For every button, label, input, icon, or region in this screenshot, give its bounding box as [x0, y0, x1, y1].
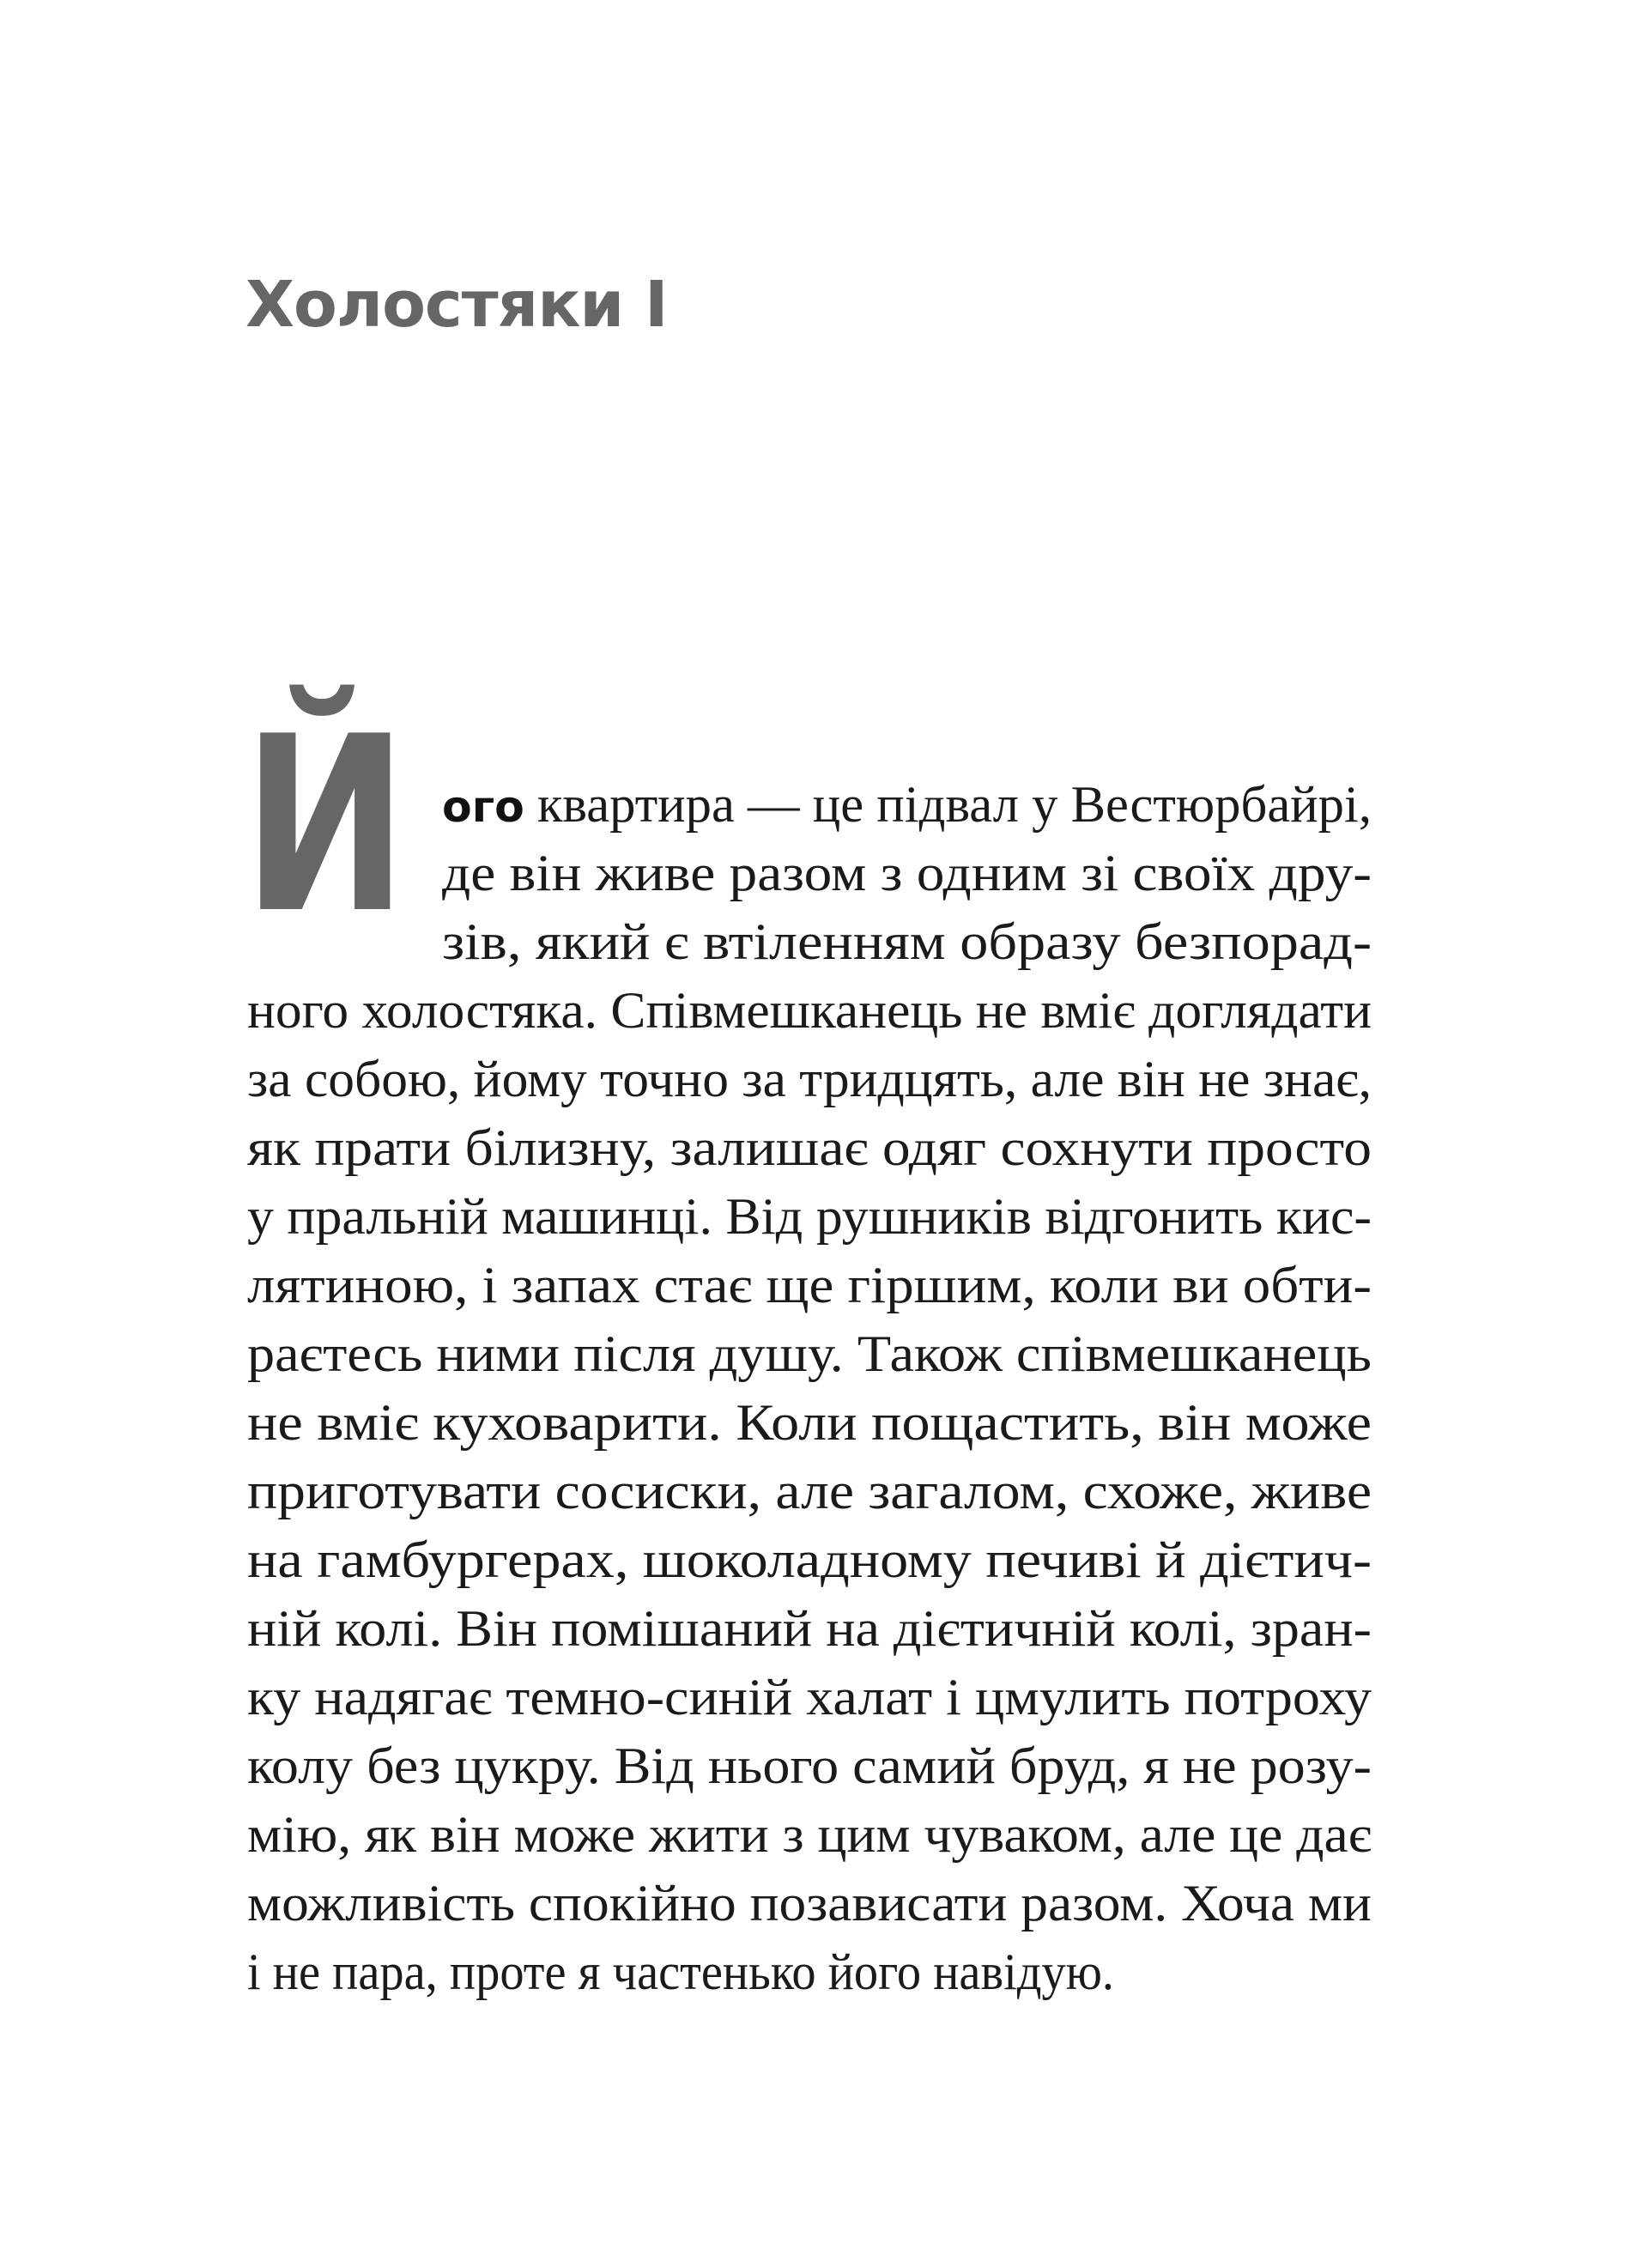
chapter-title: Холостяки I	[245, 268, 668, 342]
text-line-content: колу без цукру. Від нього самий бруд, я не розу-	[247, 1737, 1372, 1794]
text-line-content: ного холостяка. Співмешканець не вміє доглядати	[247, 982, 1372, 1039]
text-line	[247, 1319, 1372, 1388]
text-line	[247, 1388, 1372, 1457]
text-line-content: ку надягає темно-синій халат і цмулить потроху	[247, 1669, 1372, 1725]
text-line-content: приготувати сосиски, але загалом, схоже, живе	[247, 1463, 1372, 1519]
text-line-last	[247, 1938, 1372, 2006]
drop-cap-letter: Й	[242, 684, 409, 967]
text-line	[247, 1045, 1372, 1113]
text-line-content: раєтесь ними після душу. Також співмешканець	[247, 1325, 1372, 1382]
text-line	[247, 1594, 1372, 1663]
text-line-content: квартира — це підвал у Вестюрбайрі,	[524, 776, 1372, 833]
text-line-content: зів, який є втіленням образу безпорад-	[442, 913, 1372, 970]
text-line-content: де він живе разом з одним зі своїх дру-	[442, 845, 1372, 901]
lead-in-bold: ого	[442, 782, 524, 832]
text-line	[247, 1663, 1372, 1731]
text-line	[247, 1525, 1372, 1594]
text-line-content: можливість спокійно позависати разом. Хоча ми	[247, 1875, 1372, 1931]
text-line-content: мію, як він може жити з цим чуваком, але це дає	[247, 1806, 1372, 1863]
text-line	[442, 839, 1372, 907]
text-line	[247, 1251, 1372, 1319]
text-line-content: на гамбургерах, шоколадному печиві й дієтич-	[247, 1531, 1372, 1588]
text-line	[247, 1457, 1372, 1525]
text-line	[442, 907, 1372, 976]
text-line	[247, 1113, 1372, 1182]
text-line	[247, 1182, 1372, 1251]
text-line-content: не вміє куховарити. Коли пощастить, він може	[247, 1394, 1372, 1451]
text-line	[247, 1800, 1372, 1869]
text-line	[247, 1869, 1372, 1938]
text-line-content: ній колі. Він помішаний на дієтичній колі, зран-	[247, 1600, 1372, 1657]
text-line	[247, 1731, 1372, 1800]
text-line-content: як прати білизну, залишає одяг сохнути просто	[247, 1119, 1372, 1176]
text-line-content: за собою, йому точно за тридцять, але він не знає,	[247, 1051, 1372, 1107]
text-line-content: і не пара, проте я частенько його навідую.	[247, 1944, 1114, 2000]
text-line	[247, 976, 1372, 1045]
text-line-content: лятиною, і запах стає ще гіршим, коли ви обти-	[247, 1257, 1372, 1313]
text-line-content: у пральній машинці. Від рушників відгонить кис-	[247, 1188, 1372, 1245]
text-line	[442, 770, 1372, 839]
